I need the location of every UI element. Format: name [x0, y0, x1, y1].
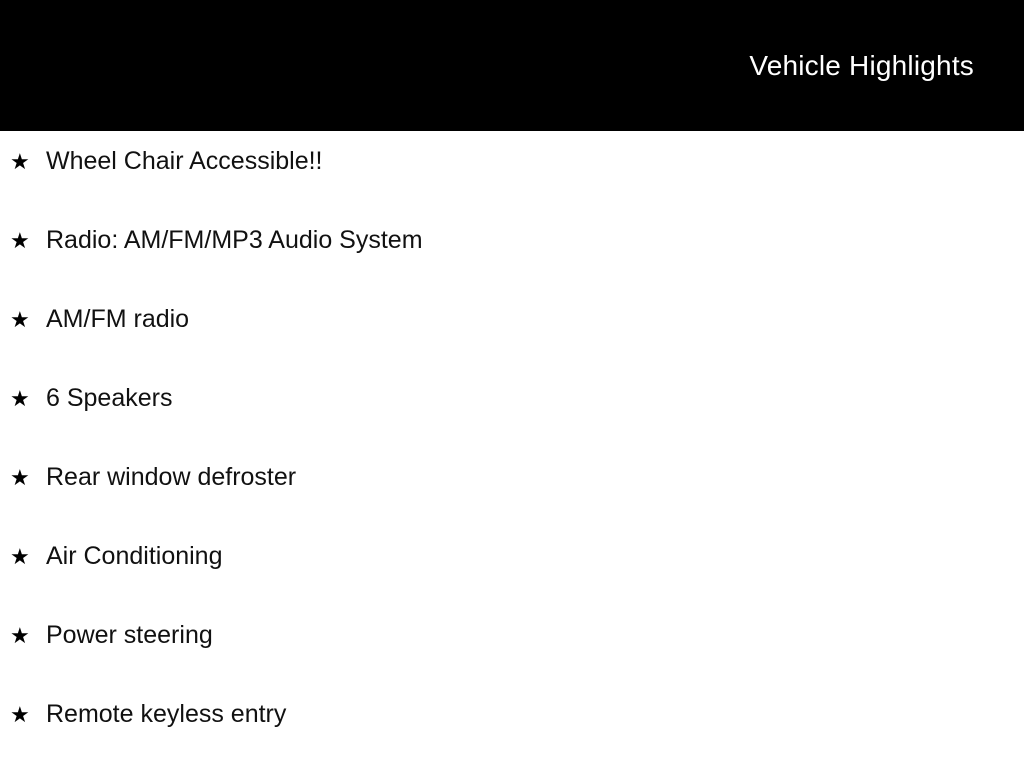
feature-label: Rear window defroster [46, 463, 297, 491]
star-bullet-icon: ★ [10, 702, 30, 727]
star-bullet-icon: ★ [10, 228, 30, 253]
page-title: Vehicle Highlights [749, 49, 974, 81]
list-item [0, 544, 1024, 623]
vehicle-highlights-list [0, 131, 1024, 768]
star-bullet-icon: ★ [10, 465, 30, 490]
list-item [0, 465, 1024, 544]
page-header [0, 0, 1024, 131]
star-bullet-icon: ★ [10, 149, 30, 174]
list-item [0, 228, 1024, 307]
list-item [0, 702, 1024, 768]
list-item [0, 307, 1024, 386]
star-bullet-icon: ★ [10, 386, 30, 411]
feature-label: AM/FM radio [46, 305, 190, 333]
feature-label: Power steering [46, 621, 213, 649]
star-bullet-icon: ★ [10, 623, 30, 648]
feature-label: Radio: AM/FM/MP3 Audio System [46, 226, 423, 254]
list-item [0, 149, 1024, 228]
star-bullet-icon: ★ [10, 307, 30, 332]
feature-label: 6 Speakers [46, 384, 173, 412]
feature-label: Wheel Chair Accessible!! [46, 147, 323, 175]
list-item [0, 386, 1024, 465]
star-bullet-icon: ★ [10, 544, 30, 569]
feature-label: Remote keyless entry [46, 700, 287, 728]
feature-label: Air Conditioning [46, 542, 223, 570]
list-item [0, 623, 1024, 702]
